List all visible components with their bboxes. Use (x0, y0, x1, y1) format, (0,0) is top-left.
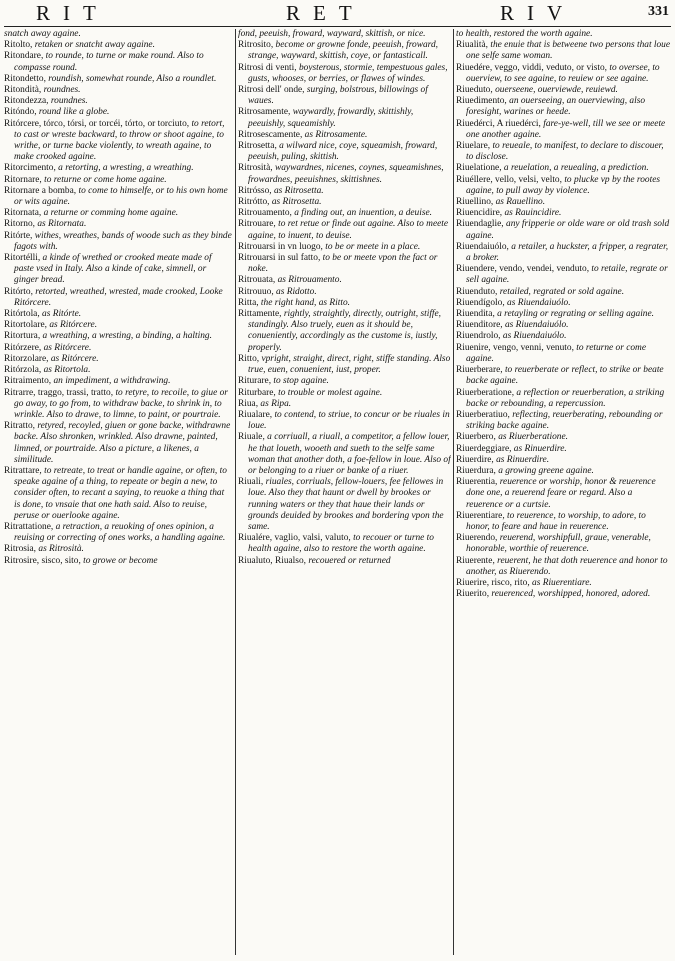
entry-definition: to health, restored the worth againe. (456, 29, 593, 39)
entry-definition: as Ritrosamente. (304, 129, 368, 140)
entry-definition: to recouer or turne to health againe, also to restore the worth againe. (248, 533, 434, 555)
entry-definition: any fripperie or olde ware or old trash sold againe. (466, 219, 670, 241)
entry-headword: Riuendaglie, (456, 219, 504, 230)
dictionary-entry (4, 186, 232, 208)
dictionary-entry (456, 242, 671, 264)
entry-definition: to rounde, to turne or make round. Also to compasse round. (14, 51, 204, 73)
entry-headword: Ritórtola, (4, 309, 40, 320)
dictionary-entry (456, 533, 671, 555)
entry-headword: Riuedérci, A riuedérci, (456, 118, 541, 129)
entry-headword: Ritrosi di venti, (238, 62, 297, 73)
dictionary-entry (456, 287, 671, 298)
entry-headword: Ritondare, (4, 51, 44, 62)
dictionary-entry (4, 208, 232, 219)
entry-definition: to reuerberate or reflect, to strike or beate backe againe. (466, 365, 664, 387)
entry-definition: snatch away againe. (4, 29, 81, 39)
dictionary-entry (456, 141, 671, 163)
dictionary-entry (456, 298, 671, 309)
entry-definition: as Ritrosetta. (271, 197, 322, 208)
entry-headword: Ritórzola, (4, 365, 42, 376)
dictionary-entry (456, 410, 671, 432)
entry-definition: a wilward nice, coye, squeamish, froward, peeuish, puling, skittish. (248, 141, 438, 163)
entry-headword: Ritrattare, (4, 465, 42, 476)
entry-definition: as Ritórte. (42, 309, 82, 320)
entry-definition: reuerence or worship, honor & reuerence done one, a reuerend feare or regard. Also a reuerence or a curtsie. (466, 477, 656, 510)
entry-definition: as Ritórcere. (50, 353, 99, 364)
entry-definition: fare-ye-well, till we see or meete one another againe. (466, 118, 666, 140)
entry-headword: Ritrattatione, (4, 521, 54, 532)
entry-definition: vpright, straight, direct, right, stiffe standing. Also true, euen, conuenient, iust, proper. (248, 353, 451, 376)
entry-definition: fond, peeuish, froward, wayward, skittish, or nice. (238, 29, 426, 39)
entry-definition: a retayling or regrating or selling againe. (497, 309, 654, 320)
entry-definition: to returne or come againe. (466, 342, 646, 364)
page-number: 331 (648, 4, 669, 19)
entry-headword: Ritrosire, sisco, sito, (4, 555, 81, 566)
dictionary-entry (238, 208, 451, 219)
entry-definition: retorted, wreathed, wrested, made crooked, Looke Ritórcere. (14, 286, 223, 308)
entry-definition: to retort, to cast or wreste backward, to throw or shoot againe, to writhe, or turne backe violently, to wreath againe, to make crooked againe. (14, 118, 225, 163)
dictionary-entry (4, 544, 232, 555)
entry-headword: Ritolto, (4, 40, 33, 51)
entry-headword: Ritrósso, (238, 185, 272, 196)
entry-definition: as Ridotto. (276, 286, 317, 297)
entry-definition: roundnes. (43, 85, 81, 96)
entry-headword: Ritrouarsi in vn luogo, (238, 241, 323, 252)
entry-definition: round like a globe. (38, 107, 110, 118)
dictionary-entry (238, 298, 451, 309)
entry-headword: Ritóndo, (4, 107, 37, 118)
entry-headword: Ritornare, (4, 174, 42, 185)
dictionary-entry (456, 163, 671, 174)
dictionary-entry (456, 29, 671, 40)
dictionary-entry (456, 219, 671, 241)
dictionary-entry (456, 309, 671, 320)
entry-headword: Riuéllere, vello, velsi, velto, (456, 174, 562, 185)
dictionary-entry (238, 354, 451, 376)
header-rule (4, 26, 671, 27)
entry-definition: as Rauellino. (495, 197, 546, 208)
entry-definition: as Riuerentiare. (532, 577, 592, 588)
dictionary-entry (456, 197, 671, 208)
entry-headword: Ritta, (238, 297, 259, 308)
entry-definition: a wreathing, a wresting, a binding, a halting. (42, 331, 212, 342)
header-left-guideword: RIT (36, 1, 109, 25)
dictionary-entry (4, 119, 232, 164)
dictionary-entry (4, 107, 232, 118)
entry-definition: an impediment, a withdrawing. (53, 376, 171, 387)
entry-definition: as Rauincidire. (504, 208, 562, 219)
entry-definition: surging, bolstrous, billowings of waues. (248, 85, 428, 107)
dictionary-entry (456, 365, 671, 387)
dictionary-entry (238, 197, 451, 208)
entry-definition: to be or meete in a place. (325, 241, 421, 252)
dictionary-entry (456, 264, 671, 286)
dictionary-entry (4, 309, 232, 320)
entry-headword: Riuerberatione, (456, 387, 515, 398)
dictionary-entry (238, 287, 451, 298)
dictionary-entry (456, 331, 671, 342)
entry-headword: Ritornare a bomba, (4, 185, 77, 196)
column-divider-left (235, 29, 236, 955)
dictionary-entry (456, 63, 671, 85)
entry-headword: Ritrouuo, (238, 286, 274, 297)
entry-headword: Ritórcere, tórco, tórsi, or torcéi, tórto, or torciuto, (4, 118, 190, 129)
dictionary-entry (456, 556, 671, 578)
entry-headword: Ritornata, (4, 208, 42, 219)
entry-definition: become or growne fonde, peeuish, froward, strange, wayward, skittish, coye, or fantasticall. (248, 40, 438, 62)
entry-headword: Riuale, (238, 432, 265, 443)
entry-headword: Ritorno, (4, 219, 35, 230)
dictionary-entry (456, 477, 671, 511)
dictionary-entry (456, 96, 671, 118)
dictionary-entry (4, 175, 232, 186)
dictionary-entry (4, 287, 232, 309)
entry-headword: Rittamente, (238, 309, 282, 320)
entry-headword: Riuerire, risco, rito, (456, 577, 530, 588)
entry-definition: as Rinuerdire. (513, 443, 567, 454)
entry-headword: Ritrosità, (238, 163, 273, 174)
entry-headword: Riualuto, Riualso, (238, 555, 306, 566)
entry-definition: roundish, somewhat rounde, Also a roundlet. (48, 73, 217, 84)
dictionary-entry (456, 466, 671, 477)
entry-headword: Riuedimento, (456, 96, 507, 107)
dictionary-entry (238, 432, 451, 477)
entry-definition: to trouble or molest againe. (278, 387, 383, 398)
entry-headword: Ritrosi dell' onde, (238, 85, 305, 96)
entry-definition: waywardnes, nicenes, coynes, squeamishnes, frowardnes, peeuishnes, skittishnes. (248, 163, 444, 185)
entry-headword: Ritondità, (4, 85, 42, 96)
dictionary-entry (4, 466, 232, 522)
dictionary-entry (238, 309, 451, 354)
dictionary-entry (4, 343, 232, 354)
entry-definition: as Ripa. (260, 398, 292, 409)
entry-headword: Riuelare, (456, 141, 491, 152)
entry-definition: as Ritrosità. (38, 544, 84, 555)
entry-headword: Ritrosescamente, (238, 129, 303, 140)
entry-definition: reuerenced, worshipped, honored, adored. (491, 589, 651, 600)
entry-headword: Riuerdeggiare, (456, 443, 512, 454)
running-header (0, 0, 675, 26)
entry-definition: retyred, recoyled, giuen or gone backe, withdrawne backe. Also shronken, wrinkled. Also drawne, painted, limned, or pourtraide. Also a picture, a likenes, a similitude. (14, 421, 231, 465)
dictionary-entry (238, 275, 451, 286)
entry-headword: Riualare, (238, 409, 273, 420)
entry-headword: Riuerbero, (456, 432, 496, 443)
entry-headword: Riuendere, vendo, vendei, venduto, (456, 264, 590, 275)
entry-headword: Ritrosia, (4, 544, 37, 555)
dictionary-entry (456, 343, 671, 365)
entry-headword: Ritrosamente, (238, 107, 291, 118)
entry-headword: Ritortélli, (4, 253, 41, 264)
dictionary-entry (238, 388, 451, 399)
entry-headword: Riuendígolo, (456, 297, 505, 308)
dictionary-entry (238, 85, 451, 107)
entry-headword: Riuendaiuólo, (456, 241, 509, 252)
entry-definition: riuales, corriuals, fellow-louers, fee fellowes in loue. Also they that haunt or dwell by brookes or running waters or they that haue their lands or grounds deuided by brookes and bordering vpon the same. (248, 477, 444, 532)
entry-headword: Riuali, (238, 477, 264, 488)
dictionary-entry (4, 163, 232, 174)
entry-definition: a corriuall, a riuall, a competitor, a fellow louer, he that loueth, wooeth and sueth to the selfe same woman that another doth, a foe-fellow in loue. Also of or belonging to a riuer or banke of a riuer. (248, 432, 451, 476)
dictionary-entry (238, 477, 451, 533)
dictionary-entry (4, 219, 232, 230)
entry-headword: Ritto, (238, 353, 260, 364)
entry-definition: reuerend, worshipfull, graue, venerable, honorable, worthie of reuerence. (466, 533, 651, 555)
entry-headword: Ritórto, (4, 286, 33, 297)
entry-headword: Riuerberare, (456, 365, 503, 376)
entry-headword: Riuerendo, (456, 533, 498, 544)
dictionary-entry (456, 40, 671, 62)
entry-headword: Ritórzere, (4, 342, 42, 353)
entry-definition: a kinde of wrethed or crooked meate made of paste vsed in Italy. Also a kinde of cake, simnell, or ginger bread. (14, 253, 212, 286)
entry-definition: withes, wreathes, bands of woode such as they binde fagots with. (14, 230, 232, 252)
entry-definition: as Rinuerdire. (496, 454, 550, 465)
entry-definition: to come to himselfe, or to his own home or wits againe. (14, 185, 228, 208)
dictionary-entry (238, 186, 451, 197)
entry-definition: to reueale, to manifest, to declare to discouer, to disclose. (466, 141, 664, 163)
entry-headword: Riuerente, (456, 555, 495, 566)
entry-headword: Ritrouare, (238, 219, 276, 230)
column-left (4, 29, 232, 957)
dictionary-entry (238, 253, 451, 275)
dictionary-entry (456, 589, 671, 600)
dictionary-entry (4, 354, 232, 365)
entry-definition: retailed, regrated or sold againe. (499, 286, 625, 297)
entry-headword: Ritrouamento, (238, 208, 292, 219)
entry-definition: to ret retue or finde out againe. Also to meete againe, to inuent, to deuise. (248, 219, 449, 241)
entry-definition: the enuie that is betweene two persons that loue one selfe same woman. (466, 40, 671, 62)
entry-headword: Ritondezza, (4, 96, 49, 107)
dictionary-entry (456, 455, 671, 466)
entry-definition: as Riuendaiuólo. (504, 320, 569, 331)
entry-headword: Riuenduto, (456, 286, 498, 297)
entry-definition: an ouerseeing, an ouerviewing, also foresight, warines or heede. (466, 96, 646, 118)
header-right-guideword: RIV (500, 1, 576, 25)
dictionary-entry (4, 331, 232, 342)
dictionary-entry (456, 175, 671, 197)
dictionary-entry (456, 320, 671, 331)
entry-definition: a reuelation, a reuealing, a prediction. (503, 163, 649, 174)
entry-definition: as Ritrosetta. (273, 185, 324, 196)
entry-headword: Riuendrolo, (456, 331, 501, 342)
entry-headword: Riturare, (238, 376, 272, 387)
entry-headword: Riuedére, veggo, viddi, veduto, or visto, (456, 62, 608, 73)
dictionary-entry (4, 522, 232, 544)
entry-definition: as Ritórcere. (49, 320, 98, 331)
entry-headword: Riuenditore, (456, 320, 503, 331)
entry-headword: Riualére, vaglio, valsi, valuto, (238, 533, 351, 544)
entry-definition: to plucke vp by the rootes againe, to pull away by violence. (466, 174, 661, 196)
entry-definition: as Riuerberatione. (498, 432, 568, 443)
entry-definition: a finding out, an inuention, a deuise. (294, 208, 433, 219)
entry-definition: the right hand, as Ritto. (260, 297, 350, 308)
entry-headword: Riueduto, (456, 85, 493, 96)
entry-definition: to returne or come home againe. (44, 174, 167, 185)
dictionary-entry (4, 376, 232, 387)
entry-headword: Ritrosito, (238, 40, 274, 51)
entry-definition: to oversee, to ouerview, to see againe, to reuiew or see againe. (466, 62, 660, 84)
entry-definition: to retaile, regrate or sell againe. (466, 264, 668, 286)
dictionary-entry (238, 556, 451, 567)
entry-headword: Riuenire, vengo, venni, venuto, (456, 342, 574, 353)
entry-headword: Ritratto, (4, 421, 35, 432)
entry-headword: Riuerberatiuo, (456, 409, 510, 420)
entry-definition: to reuerence, to worship, to adore, to honor, to feare and haue in reuerence. (466, 510, 646, 532)
dictionary-entry (238, 219, 451, 241)
entry-definition: boysterous, stormie, tempestuous gales, gusts, whooses, or berries, or flawes of windes. (248, 62, 448, 84)
entry-headword: Riuerentia, (456, 477, 498, 488)
entry-headword: Riuerentiare, (456, 510, 505, 521)
dictionary-entry (238, 107, 451, 129)
entry-definition: a reflection or reuerberation, a striking backe or rebounding, a repercussion. (466, 387, 665, 409)
dictionary-entry (456, 85, 671, 96)
dictionary-entry (456, 119, 671, 141)
entry-definition: as Ritortola. (43, 365, 91, 376)
entry-definition: roundnes. (50, 96, 88, 107)
dictionary-entry (238, 40, 451, 62)
entry-headword: Riuerito, (456, 589, 490, 600)
entry-headword: Riuencidire, (456, 208, 503, 219)
entry-headword: Ritortolare, (4, 320, 47, 331)
entry-definition: a retailer, a huckster, a fripper, a regrater, a broker. (466, 241, 669, 264)
entry-headword: Riuendita, (456, 309, 495, 320)
dictionary-entry (456, 432, 671, 443)
entry-definition: a returne or comming home againe. (43, 208, 179, 219)
dictionary-entry (456, 444, 671, 455)
dictionary-entry (456, 578, 671, 589)
dictionary-entry (4, 231, 232, 253)
dictionary-entry (456, 388, 671, 410)
entry-definition: to retyre, to recoile, to giue or go away, to go from, to withdraw backe, to shrink in, to wrinkle. Also to drawe, to limne, to paint, or pourtraie. (14, 387, 228, 420)
entry-headword: Riuellino, (456, 197, 494, 208)
entry-headword: Ritrouarsi in sul fatto, (238, 253, 321, 264)
entry-definition: to contend, to striue, to concur or be riuales in loue. (248, 409, 450, 432)
entry-definition: to be or meete vpon the fact or noke. (248, 253, 438, 275)
entry-definition: retaken or snatcht away againe. (34, 40, 155, 51)
dictionary-entry (4, 51, 232, 73)
entry-headword: Riuerdura, (456, 465, 496, 476)
dictionary-entry (238, 163, 451, 185)
column-divider-right (453, 29, 454, 955)
header-middle-guideword: RET (286, 1, 365, 25)
dictionary-entry (238, 410, 451, 432)
dictionary-entry (238, 63, 451, 85)
column-middle (238, 29, 451, 957)
entry-headword: Ritrouata, (238, 275, 276, 286)
entry-headword: Riuelatione, (456, 163, 502, 174)
entry-definition: reflecting, reuerberating, rebounding or striking backe againe. (466, 409, 663, 432)
entry-headword: Riua, (238, 398, 259, 409)
entry-definition: to retreate, to treat or handle againe, or often, to speake againe of a thing, to repeate or begin a new, to consider often, to recant a saying, to reuoke a thing that is done, to vnsaie that one hath said. Also to reuise, peruse or ouerlooke againe. (14, 465, 227, 521)
entry-headword: Ritraimento, (4, 376, 52, 387)
dictionary-entry (4, 40, 232, 51)
dictionary-entry (4, 421, 232, 466)
entry-definition: recouered or returned (308, 555, 391, 566)
dictionary-entry (4, 96, 232, 107)
entry-headword: Ritondetto, (4, 73, 46, 84)
entry-headword: Ritrosetta, (238, 141, 277, 152)
dictionary-entry (4, 253, 232, 287)
dictionary-entry (238, 533, 451, 555)
dictionary-entry (238, 130, 451, 141)
entry-headword: Riualità, (456, 40, 489, 51)
entry-definition: a growing greene againe. (498, 465, 594, 476)
entry-headword: Ritorzolare, (4, 353, 49, 364)
entry-definition: to stop againe. (273, 376, 329, 387)
entry-headword: Ritrótto, (238, 197, 270, 208)
dictionary-entry (4, 556, 232, 567)
column-right (456, 29, 671, 957)
entry-definition: as Riuendaiuólo. (507, 297, 571, 308)
entry-definition: a retorting, a wresting, a wreathing. (58, 163, 194, 174)
dictionary-entry (4, 85, 232, 96)
entry-headword: Ritrarre, traggo, trassi, tratto, (4, 387, 114, 398)
dictionary-entry (4, 74, 232, 85)
dictionary-entry (4, 365, 232, 376)
dictionary-entry (238, 399, 451, 410)
entry-headword: Riturbare, (238, 387, 276, 398)
dictionary-entry (456, 511, 671, 533)
entry-definition: ouerseene, ouerviewde, reuiewd. (495, 85, 618, 96)
entry-headword: Ritortura, (4, 331, 41, 342)
dictionary-entry (4, 388, 232, 422)
entry-definition: to growe or become (83, 555, 158, 566)
entry-definition: rightly, straightly, directly, outright, stiffe, standingly. Also truely, euen as it should be, conueniently, accordingly as the custome is, iustly, properly. (248, 309, 442, 353)
dictionary-entry (456, 208, 671, 219)
entry-definition: as Ritrouamento. (277, 275, 342, 286)
dictionary-entry (4, 29, 232, 40)
entry-headword: Riuerdire, (456, 454, 494, 465)
entry-definition: as Ritornata. (37, 219, 87, 230)
entry-headword: Ritorcimento, (4, 163, 56, 174)
dictionary-entry (238, 29, 451, 40)
entry-definition: waywardly, frowardly, skittishly, peeuishly, squeamishly. (248, 107, 414, 129)
dictionary-entry (238, 376, 451, 387)
dictionary-entry (238, 242, 451, 253)
entry-definition: as Ritórcere. (43, 342, 92, 353)
entry-definition: reuerent, he that doth reuerence and honor to another, as Riuerendo. (466, 555, 668, 577)
entry-headword: Ritórte, (4, 230, 33, 241)
entry-definition: as Riuendaiuólo. (502, 331, 567, 342)
dictionary-entry (238, 141, 451, 163)
entry-definition: a retraction, a reuoking of ones opinion, a reuising or correcting of ones works, a handling againe. (14, 521, 226, 544)
dictionary-entry (4, 320, 232, 331)
